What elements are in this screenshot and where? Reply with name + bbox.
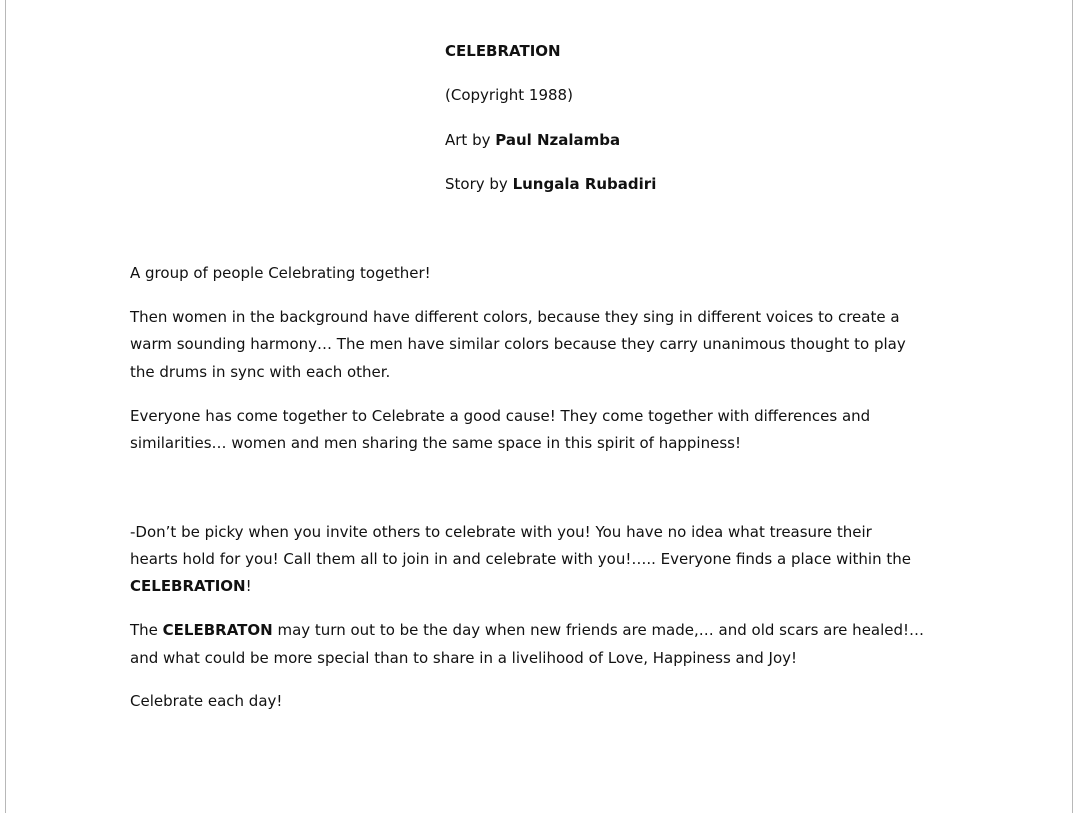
- art-credit: [445, 130, 620, 150]
- paragraph-2-line-3: the drums in sync with each other.: [130, 363, 391, 381]
- document-page: [5, 0, 1073, 813]
- celebration-emphasis: CELEBRATION: [130, 577, 246, 595]
- paragraph-1: A group of people Celebrating together!: [130, 264, 431, 282]
- paragraph-4-line-2: hearts hold for you! Call them all to join in and celebrate with you!….. Everyone finds a place within the: [130, 550, 911, 568]
- paragraph-4-line-1: -Don’t be picky when you invite others to celebrate with you! You have no idea what treasure their: [130, 523, 872, 541]
- art-credit-author: Paul Nzalamba: [495, 131, 621, 149]
- document-title: CELEBRATION: [445, 42, 561, 60]
- paragraph-2-line-2: warm sounding harmony… The men have similar colors because they carry unanimous thought to play: [130, 335, 906, 353]
- paragraph-6: Celebrate each day!: [130, 692, 283, 710]
- paragraph-3-line-2: similarities… women and men sharing the same space in this spirit of happiness!: [130, 434, 741, 452]
- copyright-line: (Copyright 1988): [445, 86, 573, 104]
- story-credit: [445, 174, 656, 194]
- paragraph-3-line-1: Everyone has come together to Celebrate a good cause! They come together with differences and: [130, 407, 871, 425]
- paragraph-5-line-2: and what could be more special than to share in a livelihood of Love, Happiness and Joy!: [130, 649, 798, 667]
- paragraph-4-line-3: [130, 576, 252, 596]
- art-credit-prefix: Art by: [445, 131, 496, 149]
- paragraph-2-line-1: Then women in the background have different colors, because they sing in different voices to create a: [130, 308, 900, 326]
- celebraton-emphasis: CELEBRATON: [162, 621, 273, 639]
- paragraph-5-start: The: [130, 621, 163, 639]
- paragraph-5-line-1: [130, 620, 924, 640]
- exclamation: !: [245, 577, 252, 595]
- paragraph-5-rest: may turn out to be the day when new friends are made,… and old scars are healed!…: [272, 621, 925, 639]
- story-credit-author: Lungala Rubadiri: [512, 175, 657, 193]
- story-credit-prefix: Story by: [445, 175, 513, 193]
